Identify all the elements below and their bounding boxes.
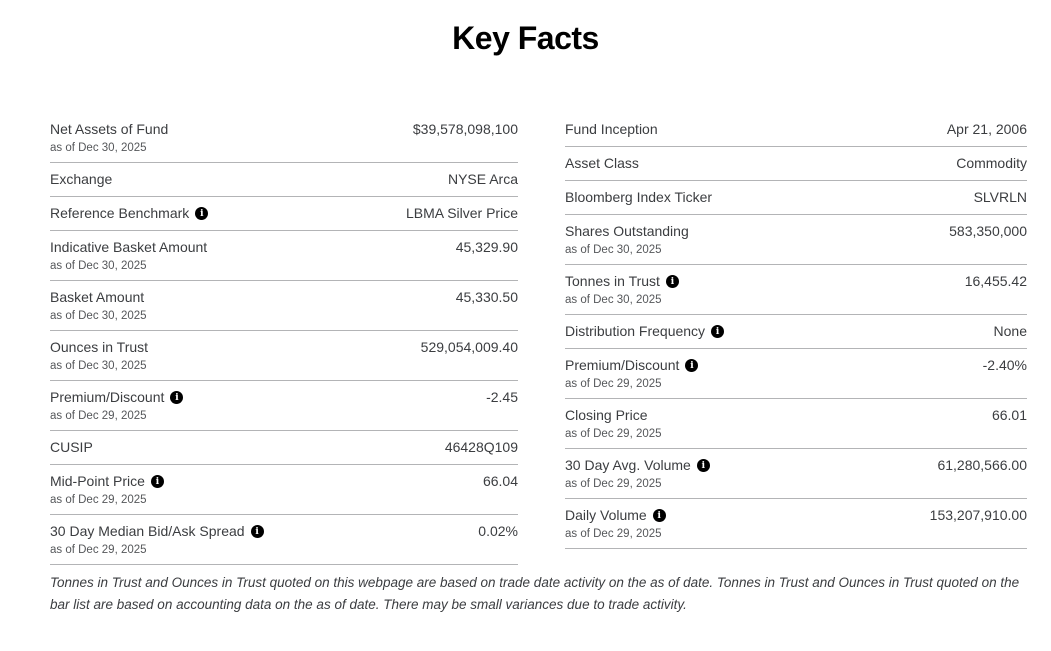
key-fact-row xyxy=(50,331,518,381)
info-icon[interactable]: i xyxy=(653,509,666,522)
key-fact-row xyxy=(50,197,518,231)
fact-value: 45,330.50 xyxy=(455,289,518,305)
fact-value: 583,350,000 xyxy=(949,223,1027,239)
fact-value: 16,455.42 xyxy=(964,273,1027,289)
key-fact-row xyxy=(50,465,518,515)
fact-label-group xyxy=(565,188,712,207)
fact-as-of-date: as of Dec 30, 2025 xyxy=(565,244,662,256)
fact-label: Shares Outstanding xyxy=(565,223,689,239)
fact-as-of-date: as of Dec 29, 2025 xyxy=(50,494,147,506)
info-icon[interactable]: i xyxy=(711,325,724,338)
info-icon[interactable]: i xyxy=(685,359,698,372)
fact-label: Indicative Basket Amount xyxy=(50,239,208,255)
fact-label-group xyxy=(50,388,183,423)
key-fact-row xyxy=(565,113,1027,147)
fact-label-group xyxy=(50,170,112,189)
fact-label-group xyxy=(565,322,724,341)
fact-label-group xyxy=(50,204,208,223)
fact-as-of-date: as of Dec 30, 2025 xyxy=(50,360,147,372)
fact-value: 66.01 xyxy=(991,407,1027,423)
fact-label-group xyxy=(50,522,264,557)
fact-as-of-date: as of Dec 29, 2025 xyxy=(565,428,662,440)
fact-value: 61,280,566.00 xyxy=(937,457,1027,473)
fact-value: 529,054,009.40 xyxy=(420,339,518,355)
fact-as-of-date: as of Dec 30, 2025 xyxy=(50,260,147,272)
fact-label: Distribution Frequency xyxy=(565,323,706,339)
fact-label: 30 Day Median Bid/Ask Spread xyxy=(50,523,245,539)
fact-label-group xyxy=(50,238,207,273)
key-fact-row xyxy=(565,499,1027,549)
fact-label-group xyxy=(50,472,164,507)
fact-label: Bloomberg Index Ticker xyxy=(565,189,713,205)
key-facts-columns xyxy=(50,113,1027,565)
fact-value: -2.45 xyxy=(486,389,518,405)
info-icon[interactable]: i xyxy=(666,275,679,288)
fact-as-of-date: as of Dec 29, 2025 xyxy=(565,378,662,390)
key-fact-row xyxy=(565,181,1027,215)
fact-value: Apr 21, 2006 xyxy=(946,121,1027,137)
fact-label: 30 Day Avg. Volume xyxy=(565,457,691,473)
fact-label: CUSIP xyxy=(50,439,93,455)
info-icon[interactable]: i xyxy=(170,391,183,404)
key-fact-row xyxy=(565,399,1027,449)
page-title: Key Facts xyxy=(452,20,599,56)
key-fact-row xyxy=(565,265,1027,315)
info-icon[interactable]: i xyxy=(195,207,208,220)
info-icon[interactable]: i xyxy=(697,459,710,472)
fact-label-group xyxy=(565,120,658,139)
fact-value: None xyxy=(993,323,1027,339)
fact-as-of-date: as of Dec 30, 2025 xyxy=(565,294,662,306)
info-icon[interactable]: i xyxy=(251,525,264,538)
key-fact-row xyxy=(50,515,518,565)
fact-as-of-date: as of Dec 29, 2025 xyxy=(50,544,147,556)
key-facts-left-column xyxy=(50,113,518,565)
fact-value: NYSE Arca xyxy=(447,171,518,187)
fact-label-group xyxy=(565,356,698,391)
fact-label-group xyxy=(565,456,710,491)
fact-label-group xyxy=(50,438,93,457)
fact-label: Premium/Discount xyxy=(50,389,165,405)
key-fact-row xyxy=(565,215,1027,265)
fact-label: Fund Inception xyxy=(565,121,658,137)
fact-as-of-date: as of Dec 30, 2025 xyxy=(50,142,147,154)
fact-label-group xyxy=(565,406,662,441)
fact-value: 0.02% xyxy=(478,523,518,539)
fact-label: Asset Class xyxy=(565,155,639,171)
footnote: Tonnes in Trust and Ounces in Trust quoted on this webpage are based on trade date activity on the as of date. Tonnes in Trust and Ounces in Trust quoted on the bar list are based on accounting data on the as of date. There may be small variances due to trade activity. xyxy=(50,575,1020,612)
fact-label: Tonnes in Trust xyxy=(565,273,660,289)
fact-value: LBMA Silver Price xyxy=(405,205,518,221)
fact-label: Daily Volume xyxy=(565,507,647,523)
fact-label-group xyxy=(565,506,666,541)
fact-label: Net Assets of Fund xyxy=(50,121,169,137)
fact-value: Commodity xyxy=(956,155,1027,171)
fact-as-of-date: as of Dec 30, 2025 xyxy=(50,310,147,322)
fact-as-of-date: as of Dec 29, 2025 xyxy=(565,478,662,490)
key-fact-row xyxy=(50,163,518,197)
key-fact-row xyxy=(565,147,1027,181)
fact-as-of-date: as of Dec 29, 2025 xyxy=(50,410,147,422)
fact-label: Premium/Discount xyxy=(565,357,680,373)
fact-value: $39,578,098,100 xyxy=(412,121,518,137)
key-fact-row xyxy=(50,281,518,331)
fact-label-group xyxy=(50,120,168,155)
fact-label: Basket Amount xyxy=(50,289,145,305)
fact-label: Reference Benchmark xyxy=(50,205,190,221)
info-icon[interactable]: i xyxy=(151,475,164,488)
fact-label-group xyxy=(565,154,639,173)
key-fact-row xyxy=(50,431,518,465)
fact-value: 153,207,910.00 xyxy=(929,507,1027,523)
fact-value: 45,329.90 xyxy=(455,239,518,255)
key-facts-right-column xyxy=(565,113,1027,549)
fact-label: Ounces in Trust xyxy=(50,339,149,355)
fact-value: SLVRLN xyxy=(973,189,1027,205)
fact-as-of-date: as of Dec 29, 2025 xyxy=(565,528,662,540)
fact-label-group xyxy=(50,338,148,373)
key-fact-row xyxy=(50,381,518,431)
key-fact-row xyxy=(565,349,1027,399)
fact-value: 66.04 xyxy=(482,473,518,489)
key-fact-row xyxy=(50,231,518,281)
fact-label: Closing Price xyxy=(565,407,648,423)
fact-value: -2.40% xyxy=(982,357,1027,373)
fact-label-group xyxy=(50,288,147,323)
key-fact-row xyxy=(565,449,1027,499)
fact-label-group xyxy=(565,222,689,257)
fact-label: Mid-Point Price xyxy=(50,473,145,489)
key-fact-row xyxy=(50,113,518,163)
key-fact-row xyxy=(565,315,1027,349)
fact-label: Exchange xyxy=(50,171,113,187)
key-facts-section xyxy=(50,113,1027,616)
fact-value: 46428Q109 xyxy=(444,439,518,455)
fact-label-group xyxy=(565,272,679,307)
